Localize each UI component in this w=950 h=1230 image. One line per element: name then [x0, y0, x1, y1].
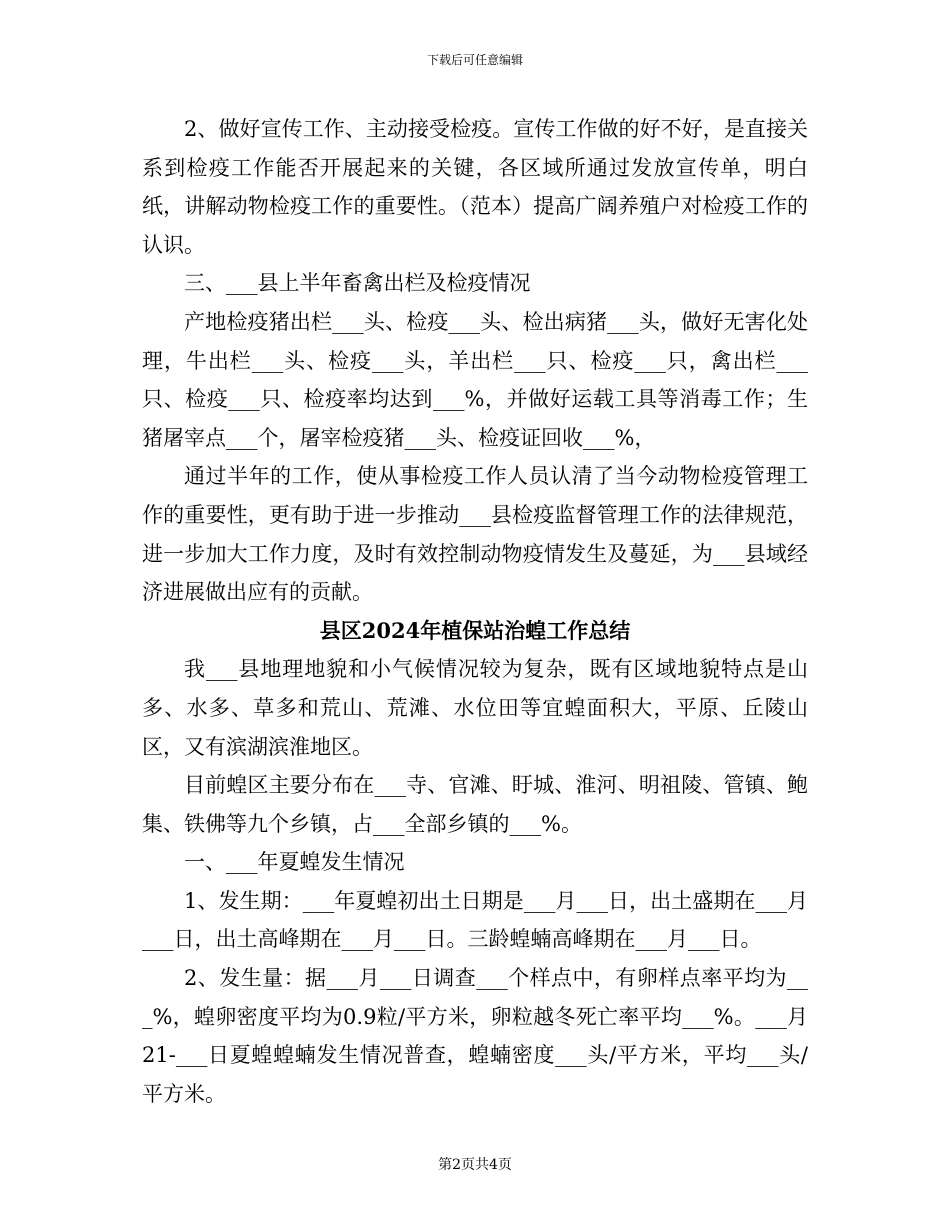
paragraph-publicity: 2、做好宣传工作、主动接受检疫。宣传工作做的好不好，是直接关系到检疫工作能否开展起来的关键，各区域所通过发放宣传单，明白纸，讲解动物检疫工作的重要性。（范本）提高广阔养殖户对检疫工作的认识。 [142, 117, 808, 257]
page-header: 下载后可任意编辑 [426, 53, 523, 67]
heading-summer-locust: 一、___年夏蝗发生情况 [184, 850, 405, 875]
paragraph-half-year-summary: 通过半年的工作，使从事检疫工作人员认清了当今动物检疫管理工作的重要性，更有助于进一步推动___县检疫监督管理工作的法律规范，进一步加大工作力度，及时有效控制动物疫情发生及蔓延，为___县域经济进展做出应有的贡献。 [142, 464, 808, 605]
paragraph-occurrence-period: 1、发生期：___年夏蝗初出土日期是___月___日，出土盛期在___月___日，出土高峰期在___月___日。三龄蝗蝻高峰期在___月___日。 [142, 888, 808, 952]
heading-livestock-quarantine: 三、___县上半年畜禽出栏及检疫情况 [184, 271, 531, 296]
paragraph-quarantine-stats: 产地检疫猪出栏___头、检疫___头、检出病猪___头，做好无害化处理，牛出栏___头、检疫___头，羊出栏___只、检疫___只，禽出栏___只、检疫___只、检疫率均达到___%，并做好运载工具等消毒工作；生猪屠宰点___个，屠宰检疫猪___头、检疫证回收___%， [142, 309, 808, 450]
paragraph-occurrence-amount: 2、发生量：据___月___日调查___个样点中，有卵样点率平均为___%，蝗卵密度平均为0.9粒/平方米，卵粒越冬死亡率平均___%。___月21-___日夏蝗蝗蝻发生情况普查，蝗蝻密度___头/平方米，平均___头/平方米。 [142, 966, 808, 1106]
paragraph-terrain: 我___县地理地貌和小气候情况较为复杂，既有区域地貌特点是山多、水多、草多和荒山、荒滩、水位田等宜蝗面积大，平原、丘陵山区，又有滨湖滨淮地区。 [142, 657, 808, 759]
section-title: 县区2024年植保站治蝗工作总结 [319, 617, 631, 643]
page-footer: 第2页共4页 [438, 1157, 512, 1173]
paragraph-locust-distribution: 目前蝗区主要分布在___寺、官滩、盱城、淮河、明祖陵、管镇、鲍集、铁佛等九个乡镇，占___全部乡镇的___%。 [142, 773, 808, 836]
document-body [142, 110, 808, 1113]
